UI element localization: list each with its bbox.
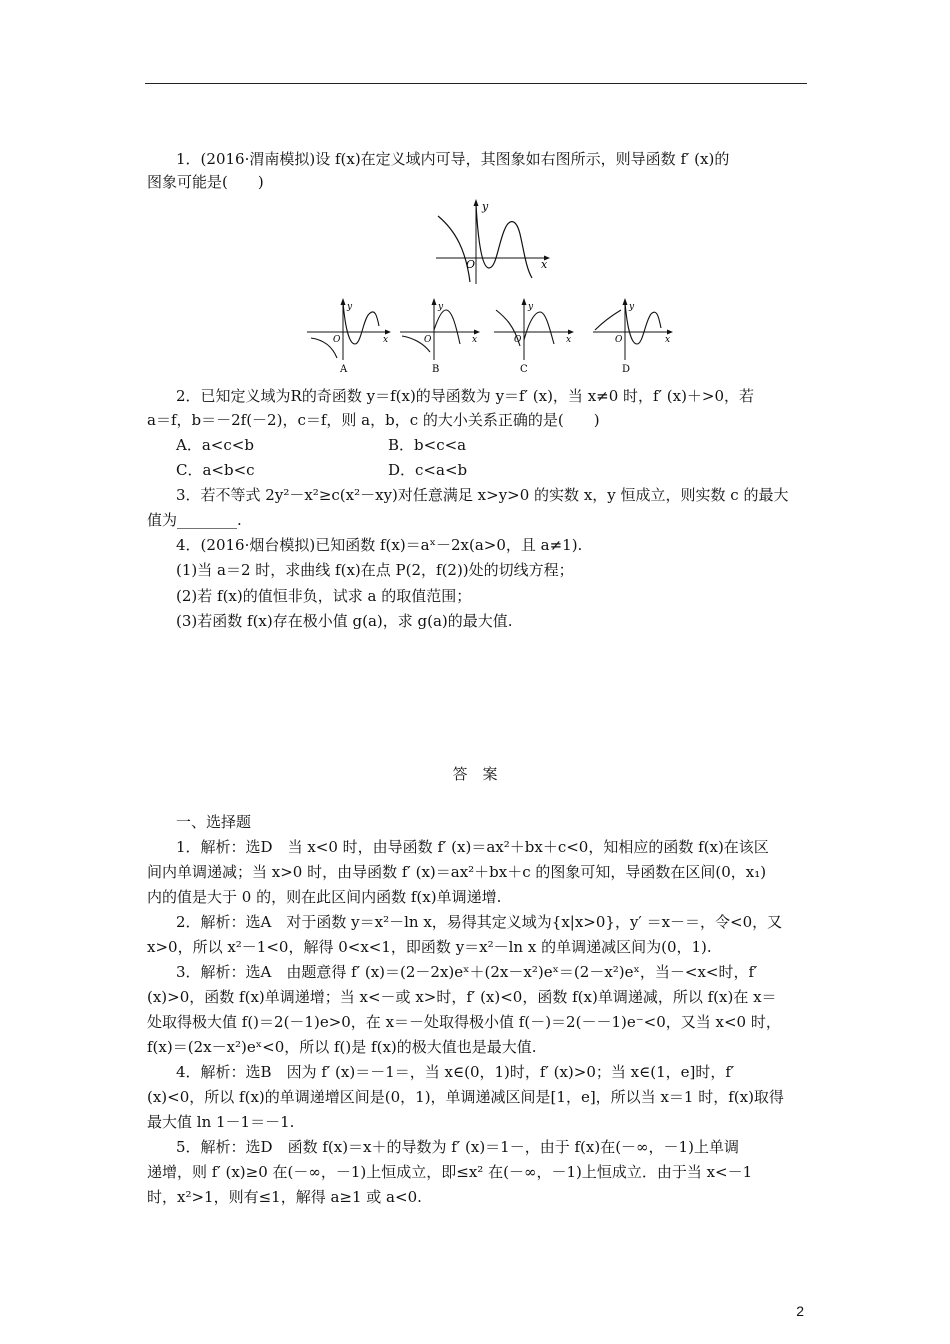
q3-line1: 3．若不等式 2y²－x²≥c(x²－xy)对任意满足 x>y>0 的实数 x，y 恒成立，则实数 c 的最大 [176, 486, 789, 504]
answer-line: (x)<0，所以 f(x)的单调递增区间是(0，1)，单调递减区间是[1，e]，所以当 x＝1 时，f(x)取得 [147, 1088, 784, 1106]
answer-line: 最大值 ln 1－1＝－1. [147, 1113, 295, 1131]
answer-line: (x)>0，函数 f(x)单调递增；当 x<－或 x>时，f′ (x)<0，函数 f(x)单调递减，所以 f(x)在 x＝ [147, 988, 777, 1006]
q2-option-b: B．b<c<a [388, 436, 467, 454]
answer-line: 4．解析：选B 因为 f′ (x)＝－1＝，当 x∈(0，1)时，f′ (x)>0；当 x∈(1，e]时，f′ [176, 1063, 735, 1081]
q4-part2: (2)若 f(x)的值恒非负，试求 a 的取值范围； [176, 587, 472, 605]
option-c-origin-label: O [514, 335, 522, 345]
main-graph-origin-label: O [466, 258, 476, 271]
q1-option-graph-a [303, 296, 395, 376]
answer-line: 3．解析：选A 由题意得 f′ (x)＝(2－2x)eˣ＋(2x－x²)eˣ＝(2－x²)eˣ，当－<x<时，f′ [176, 963, 758, 981]
q2-option-c: C．a<b<c [176, 461, 255, 479]
header-rule [145, 83, 807, 84]
option-a-origin-label: O [333, 335, 341, 345]
q1-option-graph-b [396, 296, 488, 376]
option-d-y-label: y [629, 302, 635, 312]
answer-line: x>0，所以 x²－1<0，解得 0<x<1，即函数 y＝x²－ln x 的单调递减区间为(0，1). [147, 938, 712, 956]
page-number: 2 [796, 1303, 804, 1319]
q3-line2: 值为________. [147, 511, 242, 529]
option-c-y-label: y [528, 302, 534, 312]
option-d-origin-label: O [615, 335, 623, 345]
q1-line2: 图象可能是( ) [147, 173, 264, 191]
q1-line1: 1．(2016·渭南模拟)设 f(x)在定义域内可导，其图象如右图所示，则导函数 f′ (x)的 [176, 150, 730, 168]
answer-line: 5．解析：选D 函数 f(x)＝x＋的导数为 f′ (x)＝1－，由于 f(x)在(－∞，－1)上单调 [176, 1138, 739, 1156]
option-c-label: C [520, 364, 528, 375]
q1-option-graph-d [589, 296, 681, 376]
q1-main-graph [432, 196, 556, 288]
answer-line: 1．解析：选D 当 x<0 时，由导函数 f′ (x)＝ax²＋bx＋c<0，知相应的函数 f(x)在该区 [176, 838, 769, 856]
option-b-x-label: x [472, 335, 478, 345]
option-a-y-label: y [347, 302, 353, 312]
option-d-x-label: x [665, 335, 671, 345]
q4-part1: (1)当 a＝2 时，求曲线 f(x)在点 P(2，f(2))处的切线方程； [176, 561, 574, 579]
q2-option-d: D．c<a<b [388, 461, 468, 479]
answer-line: 时，x²>1，则有≤1，解得 a≥1 或 a<0. [147, 1188, 422, 1206]
option-d-label: D [622, 364, 631, 375]
answer-line: f(x)＝(2x－x²)eˣ<0，所以 f()是 f(x)的极大值也是最大值. [147, 1038, 537, 1056]
answer-line: 内的值是大于 0 的，则在此区间内函数 f(x)单调递增. [147, 888, 502, 906]
answer-line: 递增，则 f′ (x)≥0 在(－∞，－1)上恒成立，即≤x² 在(－∞，－1)上恒成立．由于当 x<－1 [147, 1163, 753, 1181]
answers-section: 一、选择题 [176, 813, 252, 831]
option-b-label: B [432, 364, 440, 375]
option-c-x-label: x [566, 335, 572, 345]
q2-line2: a＝f，b＝－2f(－2)，c＝f，则 a，b，c 的大小关系正确的是( ) [147, 411, 600, 429]
option-a-label: A [340, 364, 348, 375]
answer-line: 间内单调递减；当 x>0 时，由导函数 f′ (x)＝ax²＋bx＋c 的图象可知，导函数在区间(0，x₁) [147, 863, 767, 881]
q2-option-a: A．a<c<b [176, 436, 254, 454]
option-b-y-label: y [438, 302, 444, 312]
q4-part3: (3)若函数 f(x)存在极小值 g(a)，求 g(a)的最大值. [176, 612, 513, 630]
q1-option-graph-c [490, 296, 582, 376]
answers-title: 答 案 [452, 765, 498, 783]
main-graph-x-label: x [541, 258, 548, 271]
main-graph-y-label: y [482, 200, 489, 213]
answer-line: 2．解析：选A 对于函数 y＝x²－ln x，易得其定义域为{x|x>0}，y′ ＝x－＝，令<0，又 [176, 913, 783, 931]
answer-line: 处取得极大值 f()＝2(－1)e>0，在 x＝－处取得极小值 f(－)＝2(－－1)e⁻<0，又当 x<0 时， [147, 1013, 781, 1031]
q4-line1: 4．(2016·烟台模拟)已知函数 f(x)＝aˣ－2x(a>0，且 a≠1). [176, 536, 583, 554]
q2-line1: 2．已知定义域为R的奇函数 y＝f(x)的导函数为 y＝f′ (x)，当 x≠0 时，f′ (x)＋>0，若 [176, 387, 755, 405]
option-b-origin-label: O [424, 335, 432, 345]
option-a-x-label: x [383, 335, 389, 345]
